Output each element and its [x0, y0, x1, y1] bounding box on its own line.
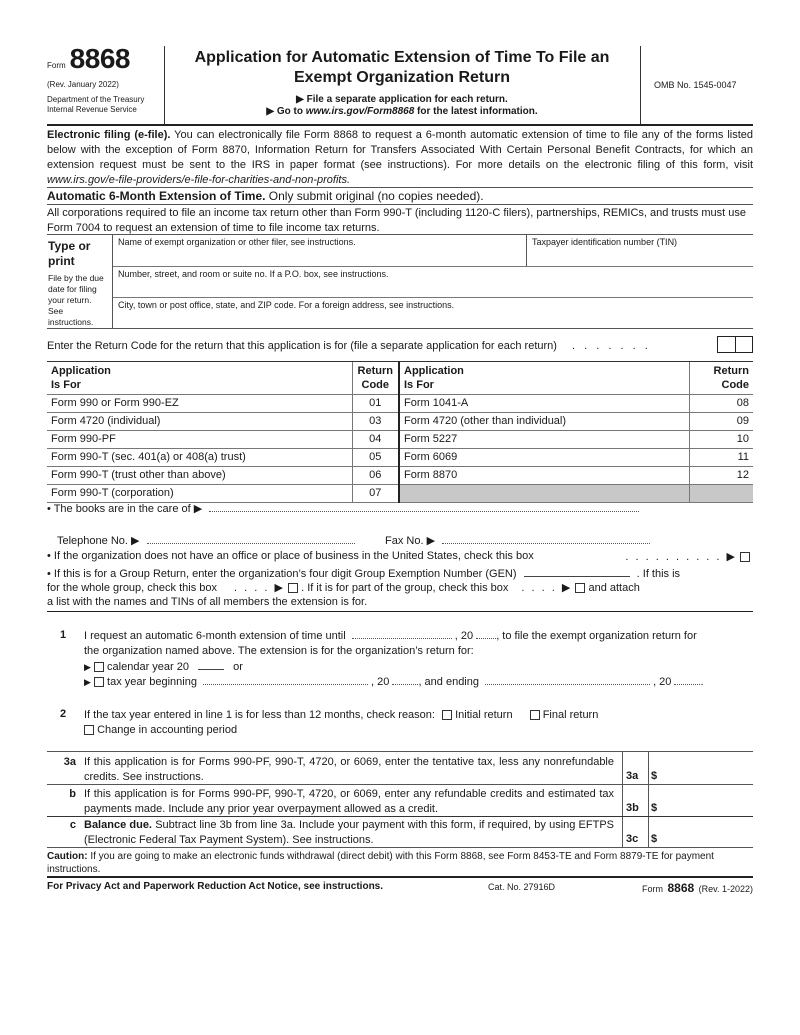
initial-return-checkbox[interactable] — [442, 710, 452, 720]
efile-paragraph: Electronic filing (e-file). You can electronically file Form 8868 to request a 6-month automatic extension of time to file any of the forms listed below with the exception of Form 8870, Information Return for Transfers Associated With Certain Personal Benefit Contracts, for which an extension request must be sent to the IRS in paper format (see instructions). For more details on the electronic filing of this form, visit www.irs.gov/e-file-providers/e-file-for-charities-and-non-profits. — [47, 129, 753, 186]
type-or-print-label: Type or print — [48, 239, 91, 268]
final-return-checkbox[interactable] — [530, 710, 540, 720]
return-code-input[interactable] — [717, 336, 753, 353]
arrow-right-icon: ▶ — [84, 662, 91, 672]
code-cell: 04 — [352, 431, 399, 449]
rule — [47, 124, 753, 126]
tin-label: Taxpayer identification number (TIN) — [532, 237, 678, 247]
city-field[interactable] — [113, 298, 753, 328]
books-care-of-input[interactable] — [209, 511, 639, 512]
col-application-right: Application Is For — [399, 362, 689, 395]
city-label: City, town or post office, state, and ZIP code. For a foreign address, see instructions. — [118, 300, 455, 310]
line-2-number: 2 — [60, 708, 67, 720]
form-cell: Form 4720 (individual) — [47, 413, 352, 431]
privacy-notice: For Privacy Act and Paperwork Reduction Act Notice, see instructions. — [47, 881, 384, 892]
code-cell: 05 — [352, 449, 399, 467]
telephone-input[interactable] — [147, 543, 355, 544]
tax-year-row: ▶ tax year beginning , 20 , and ending , 20 . — [84, 676, 704, 688]
form-cell: Form 990 or Form 990-EZ — [47, 395, 352, 413]
line-3c-box-label: 3c — [626, 833, 639, 845]
rule — [47, 816, 753, 817]
col-code-right: Return Code — [689, 362, 753, 395]
form-cell: Form 990-T (sec. 401(a) or 408(a) trust) — [47, 449, 352, 467]
form-label: Form — [47, 61, 66, 70]
table-row — [47, 449, 753, 467]
org-name-field[interactable] — [113, 235, 526, 265]
whole-group-checkbox[interactable] — [288, 583, 298, 593]
line-3b-number: b — [69, 788, 76, 800]
no-us-office-checkbox[interactable] — [740, 552, 750, 562]
calendar-year-input[interactable] — [198, 659, 224, 670]
line-1-text: I request an automatic 6-month extension of time until , 20 , to file the exempt organization return for the organization named above. The extension is for the organization’s return for: ▶ calendar year 20 or ▶ tax year beginning , 20 , and ending , 20 . — [84, 629, 754, 690]
form-cell: Form 4720 (other than individual) — [399, 413, 689, 431]
telephone-row: Telephone No. ▶ — [57, 534, 355, 547]
form-number: 8868 — [69, 43, 130, 74]
return-code-digit-1[interactable] — [718, 337, 736, 352]
col-code-left: Return Code — [352, 362, 399, 395]
books-care-of-row: • The books are in the care of ▶ — [47, 502, 639, 515]
code-cell: 06 — [352, 467, 399, 485]
line-3c-number: c — [69, 819, 76, 831]
table-row — [47, 413, 753, 431]
rule — [47, 328, 753, 329]
revision-date: (Rev. January 2022) — [47, 80, 119, 89]
return-code-prompt: Enter the Return Code for the return that this application is for (file a separate application for each return) . . . . . . . — [47, 340, 651, 352]
table-row — [47, 395, 753, 413]
instruction-line-2: ▶ Go to www.irs.gov/Form8868 for the latest information. — [266, 106, 538, 117]
extension-date-input[interactable] — [352, 638, 452, 639]
file-by-note: File by the due date for filing your return. See instructions. — [48, 273, 104, 327]
catalog-number: Cat. No. 27916D — [488, 882, 556, 892]
no-us-office-row: • If the organization does not have an office or place of business in the United States, check this box . . . . . . . . . . ▶ — [47, 550, 753, 562]
calendar-year-row: ▶ calendar year 20 or — [84, 661, 243, 673]
table-row — [47, 467, 753, 485]
line-3b-box-label: 3b — [626, 802, 639, 814]
line-3a-number: 3a — [63, 756, 76, 768]
line-3a-box-label: 3a — [626, 770, 639, 782]
efile-heading: Electronic filing (e-file). — [47, 129, 171, 141]
tax-year-begin-input[interactable] — [203, 684, 368, 685]
rule — [47, 876, 753, 878]
form-cell: Form 5227 — [399, 431, 689, 449]
arrow-right-icon: ▶ — [84, 677, 91, 687]
group-return-row: • If this is for a Group Return, enter the organization’s four digit Group Exemption Number (GEN) . If this is — [47, 568, 681, 580]
part-group-checkbox[interactable] — [575, 583, 585, 593]
empty-shaded-cell — [399, 485, 689, 503]
department: Department of the Treasury — [47, 95, 145, 104]
fax-row: Fax No. ▶ — [385, 534, 650, 547]
omb-number: OMB No. 1545-0047 — [654, 80, 737, 90]
form-url-link[interactable]: www.irs.gov/Form8868 — [305, 106, 415, 117]
arrow-right-icon: ▶ — [296, 94, 307, 105]
fax-input[interactable] — [442, 543, 650, 544]
tax-year-end-year-input[interactable] — [674, 684, 700, 685]
tax-year-begin-year-input[interactable] — [392, 684, 418, 685]
tax-year-checkbox[interactable] — [94, 677, 104, 687]
line-3c-amount-input[interactable] — [662, 818, 752, 847]
gen-input[interactable] — [524, 566, 630, 577]
line-3c-text: Balance due. Subtract line 3b from line 3a. Include your payment with this form, if required, by using EFTPS (Electronic Federal Tax Payment System). See instructions. — [84, 819, 615, 846]
rule — [47, 847, 753, 848]
form-cell: Form 6069 — [399, 449, 689, 467]
line-3a-currency: $ — [651, 770, 658, 782]
form-cell: Form 990-PF — [47, 431, 352, 449]
code-cell: 07 — [352, 485, 399, 503]
change-accounting-period-checkbox[interactable] — [84, 725, 94, 735]
service: Internal Revenue Service — [47, 105, 137, 114]
rule — [47, 204, 753, 205]
group-whole-row: for the whole group, check this box . . . . ▶ . If it is for part of the group, check this box . . . . ▶ and attach — [47, 582, 640, 594]
code-cell: 08 — [689, 395, 753, 413]
code-cell: 11 — [689, 449, 753, 467]
form-cell: Form 990-T (corporation) — [47, 485, 352, 503]
form-title — [164, 48, 640, 117]
code-cell: 12 — [689, 467, 753, 485]
line-3a-amount-input[interactable] — [662, 753, 752, 783]
form-cell: Form 990-T (trust other than above) — [47, 467, 352, 485]
code-cell: 03 — [352, 413, 399, 431]
arrow-right-icon: ▶ — [266, 106, 277, 117]
tax-year-end-input[interactable] — [485, 684, 650, 685]
line-3b-text: If this application is for Forms 990-PF, 990-T, 4720, or 6069, enter any refundable credits and estimated tax payments made. Include any prior year overpayment allowed as a credit. — [84, 788, 614, 815]
title-line-1: Application for Automatic Extension of Time To File an — [194, 49, 610, 66]
line-3b-amount-input[interactable] — [662, 786, 752, 816]
empty-shaded-cell — [689, 485, 753, 503]
return-code-table — [47, 361, 753, 503]
rule — [47, 611, 753, 612]
title-line-2: Exempt Organization Return — [293, 69, 511, 86]
code-cell: 01 — [352, 395, 399, 413]
line-1-number: 1 — [60, 629, 67, 641]
auto-ext-heading: Automatic 6-Month Extension of Time. Only submit original (no copies needed). — [47, 189, 484, 203]
form-cell: Form 8870 — [399, 467, 689, 485]
rule — [47, 784, 753, 785]
tin-field[interactable] — [527, 235, 753, 265]
line-3c-currency: $ — [651, 833, 658, 845]
table-row — [47, 431, 753, 449]
table-header-row — [47, 362, 753, 395]
street-field[interactable] — [113, 267, 753, 297]
line3-divider — [622, 751, 623, 847]
rule — [47, 187, 753, 188]
efile-link[interactable]: www.irs.gov/e-file-providers/e-file-for-charities-and-non-profits. — [47, 174, 351, 186]
code-cell: 09 — [689, 413, 753, 431]
line-2-text: If the tax year entered in line 1 is for less than 12 months, check reason: Initial return Final return Change in accounting period — [84, 709, 599, 736]
street-label: Number, street, and room or suite no. If a P.O. box, see instructions. — [118, 269, 389, 279]
line-3a-text: If this application is for Forms 990-PF, 990-T, 4720, or 6069, enter the tentative tax, less any nonrefundable credits. See instructions. — [84, 756, 614, 783]
header-divider-right — [640, 46, 641, 124]
calendar-year-checkbox[interactable] — [94, 662, 104, 672]
line-3b-currency: $ — [651, 802, 658, 814]
group-members-note: a list with the names and TINs of all members the extension is for. — [47, 596, 368, 608]
form-cell: Form 1041-A — [399, 395, 689, 413]
corporations-note: All corporations required to file an income tax return other than Form 990-T (including 1120-C filers), partnerships, REMICs, and trusts must use Form 7004 to request an extension of time to file income tax returns. — [47, 207, 747, 234]
form-id-block — [47, 44, 169, 114]
col-application-left: Application Is For — [47, 362, 352, 395]
org-name-label: Name of exempt organization or other filer, see instructions. — [118, 237, 356, 247]
extension-year-input[interactable] — [476, 638, 496, 639]
instruction-line-1: ▶ File a separate application for each return. — [296, 94, 508, 105]
footer-form-id: Form 8868 (Rev. 1-2022) — [642, 881, 753, 895]
line3-divider — [648, 751, 649, 847]
table-row — [47, 485, 753, 503]
caution-note: Caution: If you are going to make an electronic funds withdrawal (direct debit) with this Form 8868, see Form 8453-TE and Form 8879-TE for payment instructions. — [47, 851, 714, 875]
code-cell: 10 — [689, 431, 753, 449]
return-code-digit-2[interactable] — [736, 337, 753, 352]
